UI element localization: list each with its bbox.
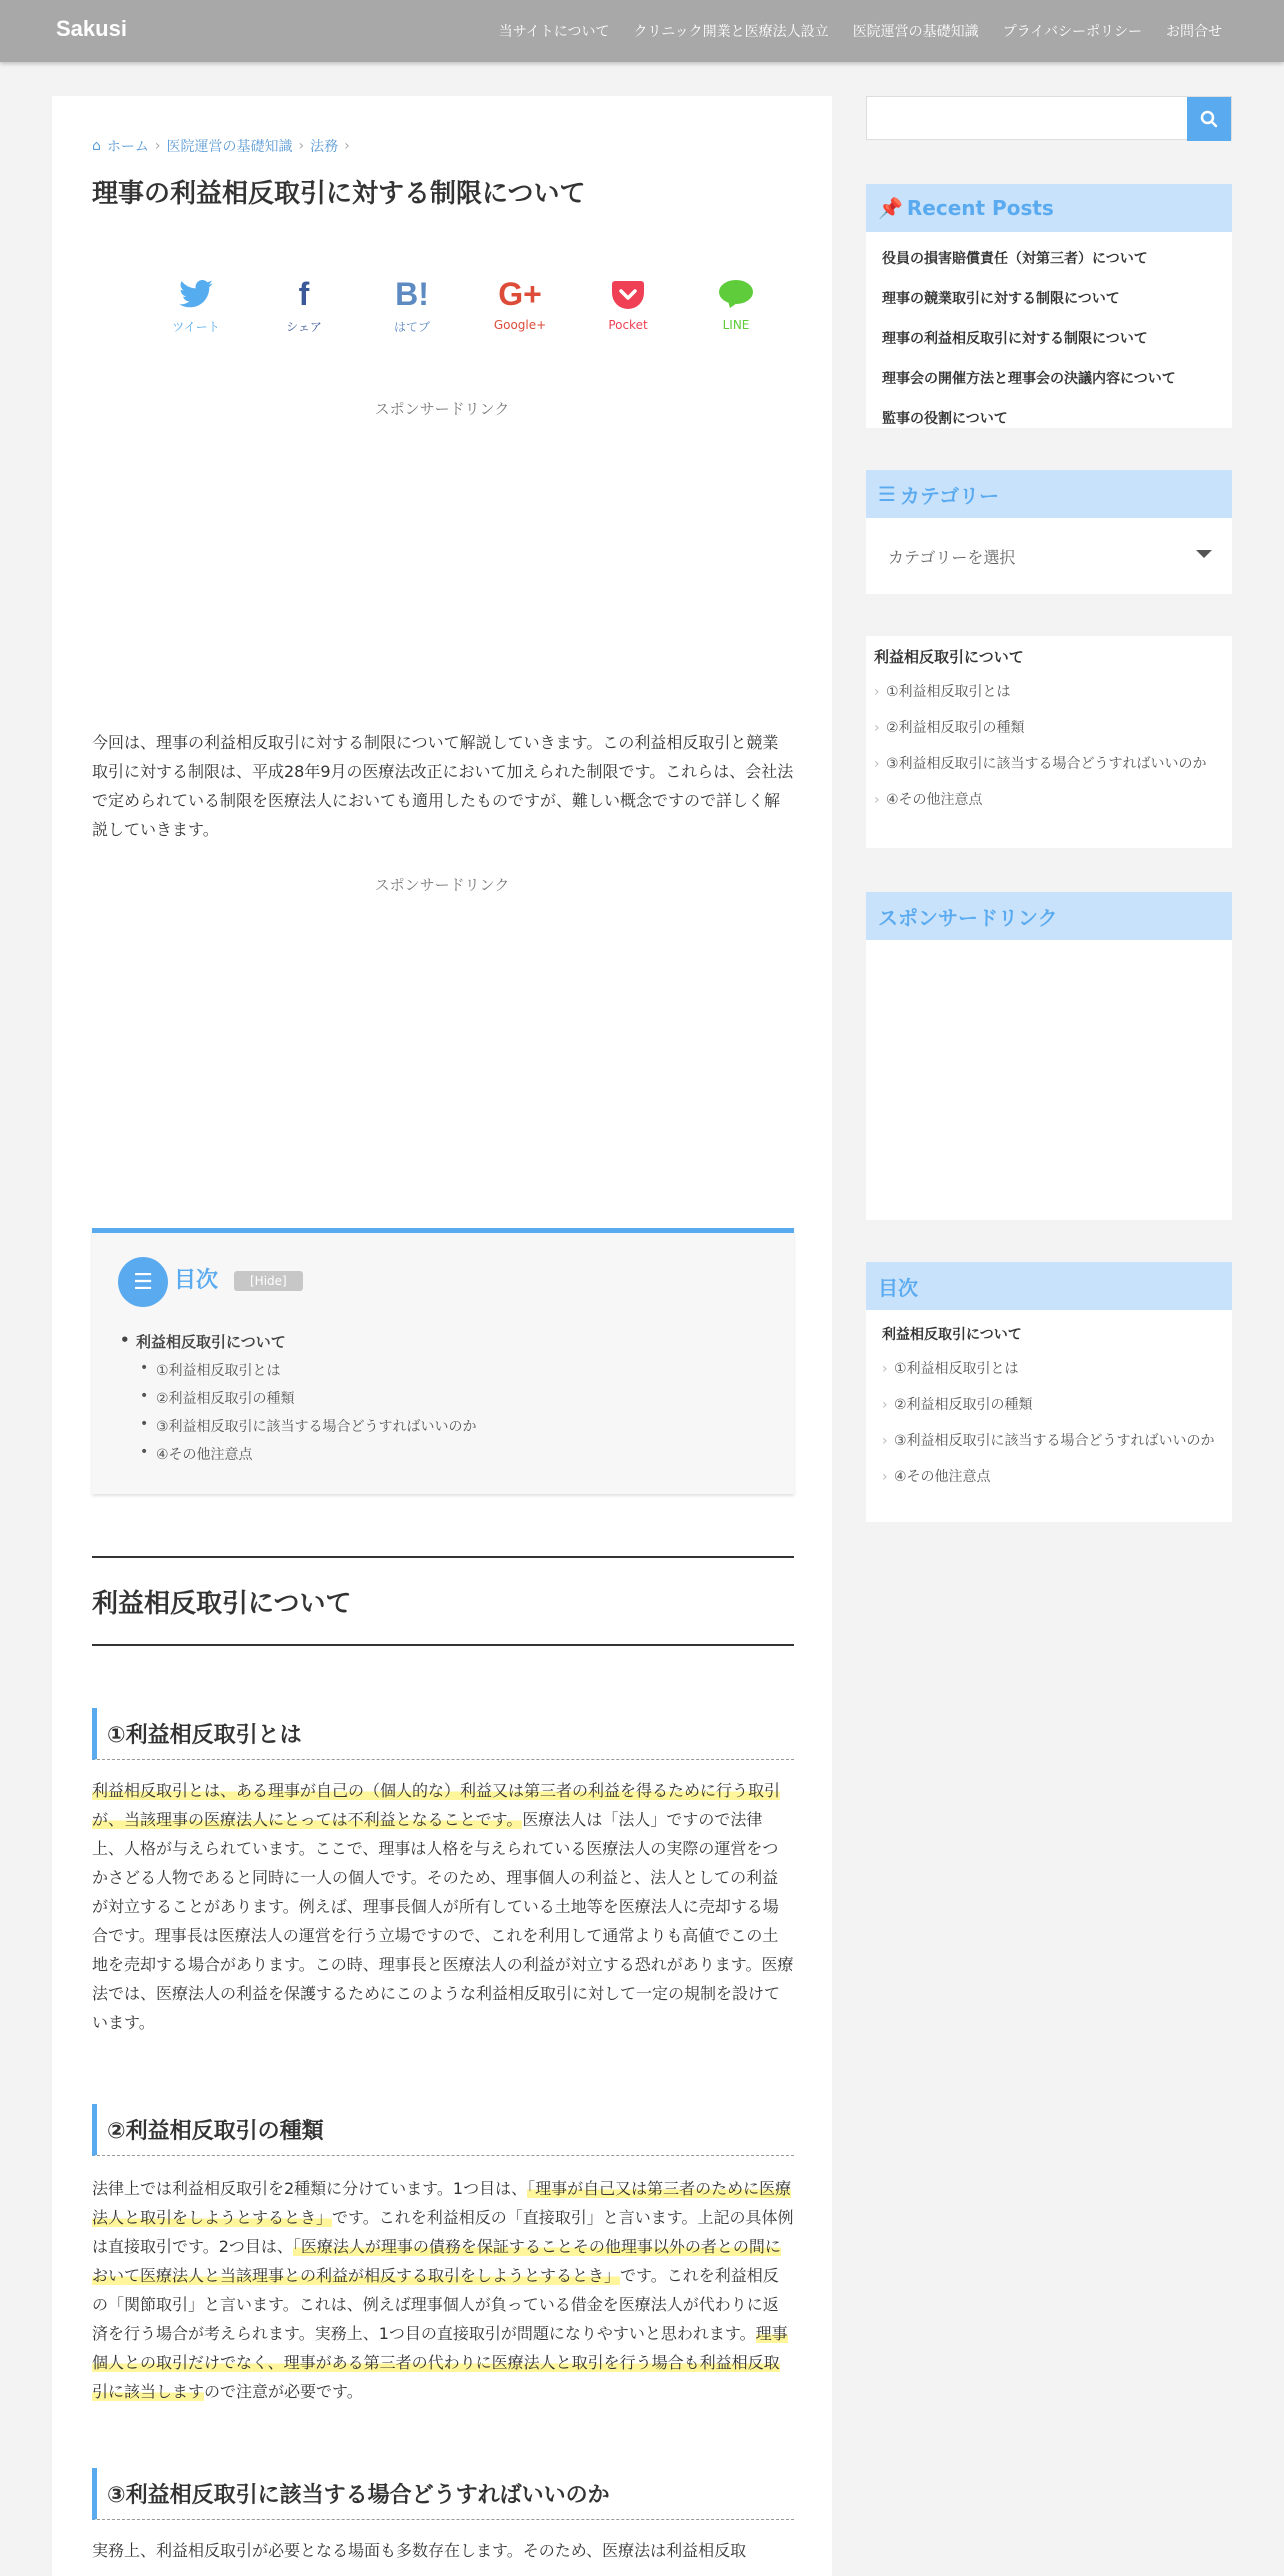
highlighted-text: 利益相反取引とは、ある理事が自己の（個人的な）利益又は第三者の利益を得るために行う取引が、当該理事の医療法人にとっては不利益となることです。 <box>92 1781 781 1829</box>
share-pocket-button[interactable] <box>574 274 682 335</box>
toc-widget-item[interactable]: 利益相反取引について <box>874 648 1024 666</box>
nav-item-contact[interactable]: お問合せ <box>1166 24 1222 40</box>
section-3-paragraph: 実務上、利益相反取引が必要となる場面も多数存在します。そのため、医療法は利益相反取 <box>92 2541 747 2560</box>
widget-header <box>866 892 1232 940</box>
site-logo[interactable]: Sakusi <box>56 16 127 41</box>
share-label: Pocket <box>608 318 648 332</box>
widget-header <box>866 1262 1232 1310</box>
highlighted-text: 「理事が自己又は第三者のために医療法人と取引をしようとするとき」 <box>92 2179 792 2227</box>
recent-post-link[interactable]: 役員の損害賠償責任（対第三者）について <box>882 251 1148 267</box>
toc-widget-list <box>866 636 1232 835</box>
highlighted-text: 「医療法人が理事の債務を保証することその他理事以外の者との間において医療法人と当該理事との利益が相反する取引をしようとするとき」 <box>92 2237 781 2285</box>
paragraph-text: ので注意が必要です。 <box>204 2382 363 2401</box>
breadcrumb-separator: › <box>154 138 161 154</box>
toc-title: 目次 <box>174 1268 219 1293</box>
widget-title: カテゴリー <box>899 483 1000 508</box>
widget-title: スポンサードリンク <box>878 905 1058 930</box>
section-heading: 利益相反取引について <box>92 1556 794 1646</box>
table-of-contents <box>92 1228 794 1494</box>
toc-widget-subitem[interactable]: › ②利益相反取引の種類 <box>874 717 1224 739</box>
sponsored-link-label: スポンサードリンク <box>374 400 510 418</box>
nav-item-basics[interactable]: 医院運営の基礎知識 <box>852 24 979 40</box>
toc-item[interactable]: • 利益相反取引について <box>120 1331 477 1352</box>
pocket-icon <box>574 274 682 314</box>
toc-widget-subitem[interactable]: › ③利益相反取引に該当する場合どうすればいいのか <box>874 753 1224 775</box>
recent-post-link[interactable]: 監事の役割について <box>882 411 1008 427</box>
category-select[interactable] <box>872 526 1226 586</box>
toc-widget-subitem[interactable]: › ①利益相反取引とは <box>874 681 1224 703</box>
breadcrumb-level2[interactable]: 法務 <box>310 139 339 155</box>
subsection-heading-1: ①利益相反取引とは <box>92 1708 794 1760</box>
paragraph-text: 法律上では利益相反取引を2種類に分けています。1つ目は、 <box>92 2179 528 2198</box>
toc-subitem[interactable]: • ①利益相反取引とは <box>120 1360 477 1380</box>
highlighted-text: 理事個人との取引だけでなく、理事がある第三者の代わりに医療法人と取引を行う場合も利益相反取引に該当します <box>92 2324 788 2401</box>
toc-subitem[interactable]: • ④その他注意点 <box>120 1444 477 1464</box>
breadcrumb-separator: › <box>298 138 305 154</box>
sponsored-link-label: スポンサードリンク <box>374 876 510 894</box>
nav-item-about[interactable]: 当サイトについて <box>498 24 610 40</box>
facebook-icon: f <box>298 275 310 312</box>
toc-widget-subitem[interactable]: › ④その他注意点 <box>874 789 1224 811</box>
toc-subitem[interactable]: • ③利益相反取引に該当する場合どうすればいいのか <box>120 1416 477 1436</box>
pin-icon: 📌 <box>878 196 903 220</box>
breadcrumb-home[interactable]: ホーム <box>106 139 149 155</box>
section-1-paragraph <box>92 1776 794 2037</box>
share-label: はてブ <box>393 320 430 334</box>
toc2-widget <box>866 1262 1232 1522</box>
share-line-button[interactable] <box>682 274 790 335</box>
chevron-down-icon <box>1196 550 1212 558</box>
category-select-value: カテゴリーを選択 <box>888 547 1016 567</box>
sponsor-widget <box>866 892 1232 1220</box>
toc2-subitem[interactable]: › ③利益相反取引に該当する場合どうすればいいのか <box>882 1430 1216 1452</box>
recent-posts-list <box>866 232 1232 456</box>
toc2-subitem[interactable]: › ④その他注意点 <box>882 1466 1216 1488</box>
subsection-heading-3: ③利益相反取引に該当する場合どうすればいいのか <box>92 2468 794 2520</box>
list-icon: ☰ <box>878 482 896 506</box>
google-plus-icon: G+ <box>498 275 542 312</box>
toc2-subitem[interactable]: › ①利益相反取引とは <box>882 1358 1216 1380</box>
share-buttons <box>142 274 790 335</box>
paragraph-text: です。これを利益相反の「直接取引」と言います。上記の具体例は直接取引です。2つ目は、 <box>92 2208 794 2256</box>
article-container <box>52 96 832 2576</box>
nav-item-privacy[interactable]: プライバシーポリシー <box>1002 24 1142 40</box>
intro-paragraph: 今回は、理事の利益相反取引に対する制限について解説していきます。この利益相反取引と競業取引に対する制限は、平成28年9月の医療法改正において加えられた制限です。これらは、会社法で定められている制限を医療法人においても適用したものですが、難しい概念ですので詳しく解説していきます。 <box>92 733 794 839</box>
recent-post-link[interactable]: 理事の競業取引に対する制限について <box>882 291 1120 307</box>
toc2-list <box>866 1310 1232 1510</box>
toc2-subitem[interactable]: › ②利益相反取引の種類 <box>882 1394 1216 1416</box>
toc-subitem[interactable]: • ②利益相反取引の種類 <box>120 1388 477 1408</box>
category-widget <box>866 470 1232 594</box>
breadcrumb-level1[interactable]: 医院運営の基礎知識 <box>166 139 293 155</box>
share-twitter-button[interactable] <box>142 274 250 335</box>
share-hatena-button[interactable] <box>358 274 466 335</box>
widget-title: 目次 <box>878 1275 918 1300</box>
line-icon <box>682 274 790 314</box>
toc-widget <box>866 636 1232 848</box>
section-2-paragraph <box>92 2174 794 2406</box>
main-nav <box>499 0 1222 62</box>
search-icon <box>1200 110 1218 128</box>
hatena-icon: B! <box>395 275 429 312</box>
paragraph-text: です。これを利益相反の「関節取引」と言います。これは、例えば理事個人が負っている借金を医療法人が代わりに返済を行う場合が考えられます。実務上、1つ目の直接取引が問題になりやすいと思われます。 <box>92 2266 779 2343</box>
share-label: シェア <box>286 320 322 334</box>
search-button[interactable] <box>1187 97 1231 141</box>
widget-title: Recent Posts <box>906 196 1054 220</box>
recent-post-link[interactable]: 理事の利益相反取引に対する制限について <box>882 331 1148 347</box>
search-input[interactable] <box>867 97 1189 139</box>
share-label: LINE <box>722 318 750 332</box>
list-icon: ☰ <box>118 1257 168 1307</box>
site-header <box>0 0 1284 62</box>
widget-header <box>866 470 1232 518</box>
recent-post-link[interactable]: 理事会の開催方法と理事会の決議内容について <box>882 371 1176 387</box>
toc2-item[interactable]: 利益相反取引について <box>882 1327 1022 1343</box>
widget-header <box>866 184 1232 232</box>
recent-posts-widget <box>866 184 1232 428</box>
twitter-icon <box>142 274 250 314</box>
paragraph-text: 医療法人は「法人」ですので法律上、人格が与えられています。ここで、理事は人格を与えられている医療法人の実際の運営をつかさどる人物であると同時に一人の個人です。そのため、理事個人の利益と、法人としての利益が対立することがあります。例えば、理事長個人が所有している土地等を医療法人に売却する場合です。理事長は医療法人の運営を行う立場ですので、これを利用して通常よりも高値でこの土地を売却する場合があります。この時、理事長と医療法人の利益が対立する恐れがあります。医療法では、医療法人の利益を保護するためにこのような利益相反取引に対して一定の規制を設けています。 <box>92 1810 794 2032</box>
toc-hide-button[interactable]: [Hide] <box>234 1271 303 1291</box>
share-label: ツイート <box>172 320 220 334</box>
page-title: 理事の利益相反取引に対する制限について <box>92 179 586 209</box>
search-form <box>866 96 1232 140</box>
toc-list <box>120 1331 477 1472</box>
share-label: Google+ <box>493 318 547 332</box>
subsection-heading-2: ②利益相反取引の種類 <box>92 2104 794 2156</box>
home-icon: ⌂ <box>92 138 101 154</box>
share-facebook-button[interactable] <box>250 274 358 335</box>
breadcrumb <box>92 136 350 156</box>
breadcrumb-separator: › <box>344 138 350 154</box>
share-google-plus-button[interactable] <box>466 274 574 335</box>
nav-item-clinic-opening[interactable]: クリニック開業と医療法人設立 <box>633 24 829 40</box>
